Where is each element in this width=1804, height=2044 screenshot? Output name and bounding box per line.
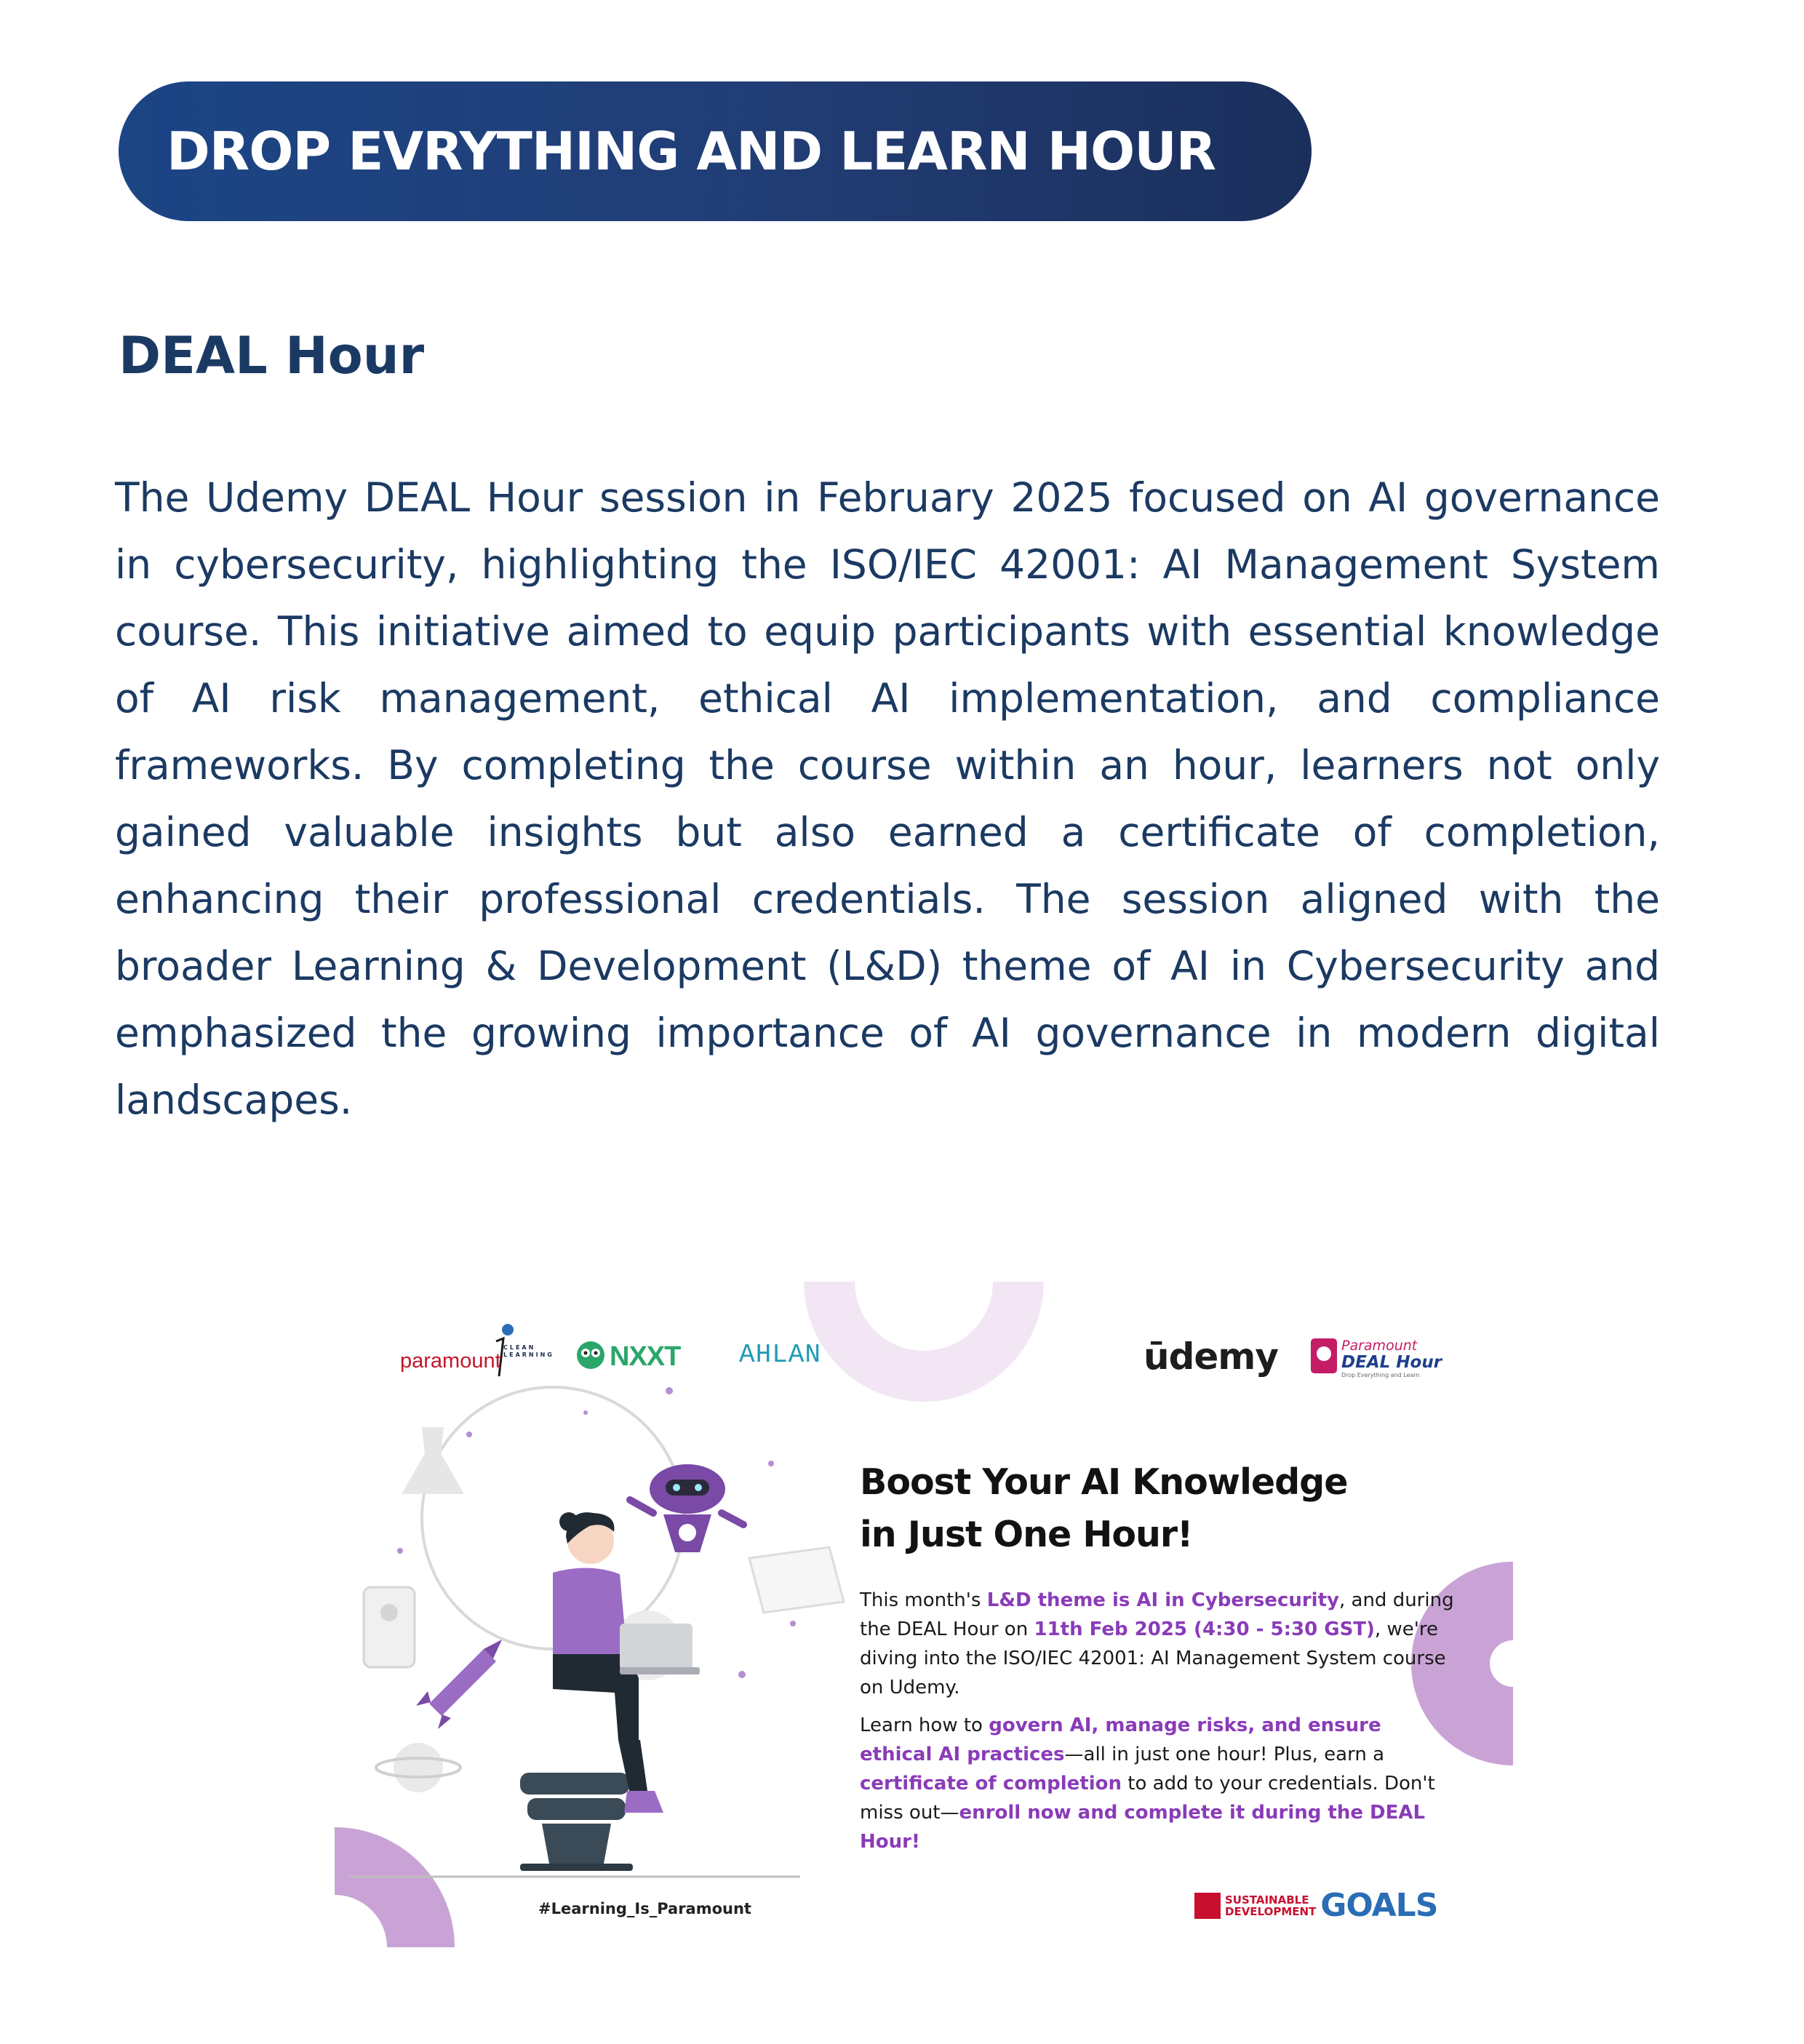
clean-logo-text: CLEAN [503, 1344, 536, 1351]
document-icon [749, 1547, 844, 1613]
headline-line-2: in Just One Hour! [860, 1514, 1193, 1555]
section-title: DEAL Hour [119, 326, 425, 386]
learning-logo-text: LEARNING [503, 1352, 554, 1358]
phone-icon [364, 1587, 415, 1667]
hashtag: #Learning_Is_Paramount [538, 1900, 751, 1917]
deal-logo-small: Paramount [1341, 1338, 1418, 1354]
poster-headline [860, 1456, 1413, 1561]
stool-icon [520, 1773, 633, 1871]
nxxt-logo: NXXT [610, 1341, 681, 1372]
sdg-line-2: DEVELOPMENT [1225, 1904, 1317, 1918]
robot-icon [630, 1464, 743, 1552]
p2-text-1: Learn how to [860, 1714, 989, 1736]
deal-logo-big: DEAL Hour [1341, 1353, 1442, 1372]
p1-text-3: , we're diving into the ISO/IEC 42001: AI Management System course on Udemy. [860, 1618, 1446, 1698]
deal-logo-tagline: Drop Everything and Learn [1341, 1372, 1420, 1378]
poster-paragraph-1 [860, 1586, 1456, 1702]
p2-highlight-3: enroll now and complete it during the DEAL Hour! [860, 1802, 1426, 1853]
planet-icon [376, 1743, 460, 1792]
deal-hour-poster [335, 1282, 1513, 1947]
headline-line-1: Boost Your AI Knowledge [860, 1461, 1348, 1503]
nxxt-owl-icon [577, 1341, 604, 1369]
p2-text-3: to add to your credentials. Don't miss out— [860, 1773, 1435, 1824]
sdg-line-1: SUSTAINABLE [1225, 1893, 1309, 1907]
rocket-icon [416, 1640, 502, 1729]
sdg-goals: GOALS [1320, 1887, 1438, 1924]
section-paragraph: The Udemy DEAL Hour session in February 2025 focused on AI governance in cybersecurity, highlighting the ISO/IEC 42001: AI Management System course. This initiative aimed to equip participants with essential knowledge of AI risk management, ethical AI implementation, and compliance frameworks. By completing the course within an hour, learners not only gained valuable insights but also earned a certificate of completion, enhancing their professional credentials. The session aligned with the broader Learning & Development (L&D) theme of AI in Cybersecurity and emphasized the growing importance of AI governance in modern digital landscapes. [115, 474, 1660, 1123]
clean-learning-logo [503, 1344, 554, 1359]
p2-text-2: —all in just one hour! Plus, earn a [1064, 1744, 1385, 1765]
p1-text-1: This month's [860, 1589, 987, 1611]
poster-paragraph-2 [860, 1711, 1456, 1856]
p1-text-2: , and during the DEAL Hour on [860, 1589, 1454, 1640]
udemy-logo: ūdemy [1144, 1336, 1278, 1378]
ahlan-cyber-logo: AHLAN [739, 1340, 822, 1370]
p2-highlight-2: certificate of completion [860, 1773, 1122, 1795]
paramount-logo: paramount [400, 1349, 501, 1373]
sdg-logo [1194, 1887, 1437, 1924]
paramount-deal-hour-logo [1341, 1338, 1442, 1379]
p1-highlight-1: L&D theme is AI in Cybersecurity [986, 1589, 1339, 1611]
p1-highlight-2: 11th Feb 2025 (4:30 - 5:30 GST) [1034, 1618, 1375, 1640]
banner-title: DROP EVRYTHING AND LEARN HOUR [167, 121, 1216, 182]
p2-highlight-1: govern AI, manage risks, and ensure ethical AI practices [860, 1714, 1381, 1765]
flask-icon [402, 1427, 464, 1494]
laptop-icon [620, 1624, 693, 1670]
sdg-icon [1194, 1893, 1221, 1919]
header-banner [119, 81, 1312, 221]
